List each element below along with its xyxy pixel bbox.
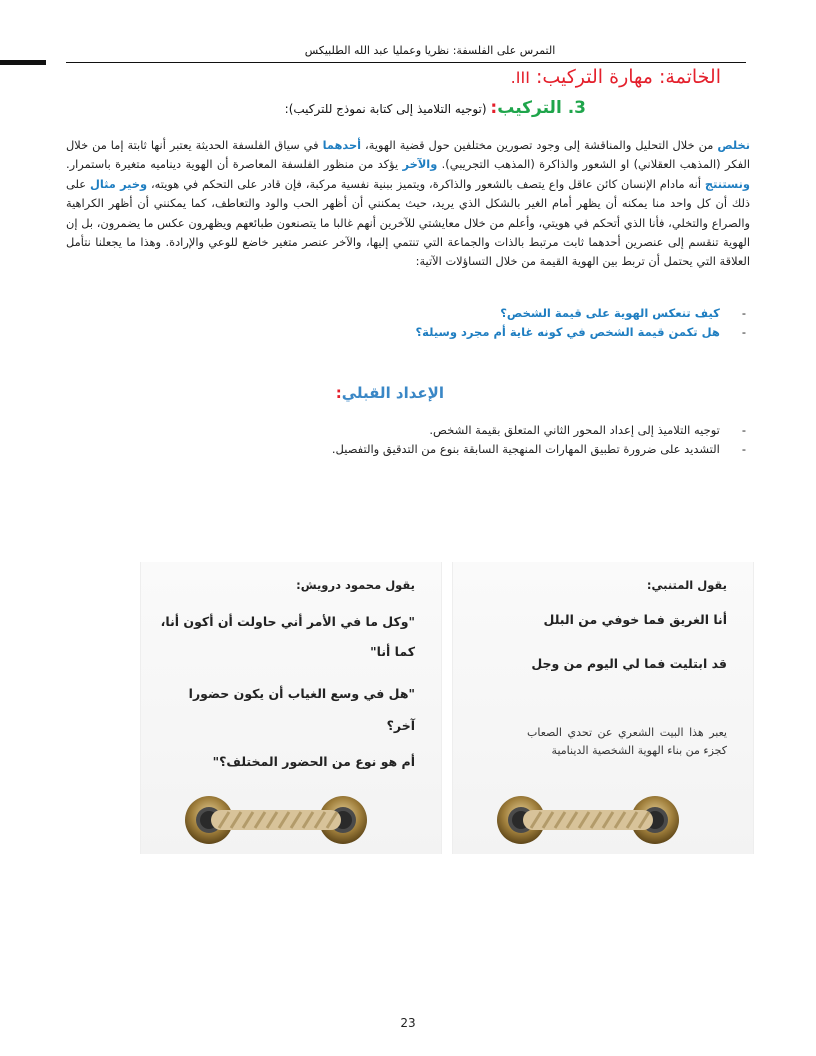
prep-list xyxy=(186,421,746,459)
questions-list xyxy=(186,304,746,342)
paragraph-text: أنه مادام الإنسان كائن عاقل واع يتصف بالشعور والذاكرة، ويتميز ببنية نفسية مركبة، فإن قادر على التحكم في هويته، xyxy=(147,176,705,191)
quote-author: يقول المتنبي: xyxy=(646,578,727,592)
list-item: -هل تكمن قيمة الشخص في كونه غاية أم مجرد وسيلة؟ xyxy=(415,325,746,339)
subsection-number: 3. xyxy=(567,98,586,118)
prep-item-text: التشديد على ضرورة تطبيق المهارات المنهجية السابقة بنوع من التدقيق والتفصيل. xyxy=(331,442,720,456)
quote-line: أم هو نوع من الحضور المختلف؟" xyxy=(212,754,415,769)
prep-title xyxy=(244,384,444,402)
subsection-title xyxy=(186,98,586,118)
paragraph-text: على ذلك أن كل واحد منا يمكنه أن يظهر أمام الغير بالشكل الذي يريد، حيث يمكنني أن أظهر الحب والود والتعاطف، كما يمكنني أن أظهر الكراهية والصراع والتخلي، فأنا الذي أتحكم في هويتي، وأعلم من خلال معايشتي للآخرين أنهم غالبا ما يتصنعون طبائعهم ويظهرون عكس ما يضمرون، بل إن الهوية تنقسم إلى عنصرين أحدهما ثابت مرتبط بالذات والجماعة التي تنتمي إليها، والآخر عنصر متغير خاضع للوعي والإرادة. وهذا ما يجعلنا نتأمل العلاقة التي يحتمل أن تربط بين الهوية القيمة من خلال التساؤلات الآتية: xyxy=(66,176,750,269)
verse-line: قد ابتليت فما لي اليوم من وجل xyxy=(531,656,727,671)
quote-line: آخر؟ xyxy=(386,718,415,733)
list-item: -كيف تنعكس الهوية على قيمة الشخص؟ xyxy=(500,306,746,320)
rope-decoration-icon xyxy=(493,792,683,848)
prep-colon: : xyxy=(335,384,342,402)
header-divider xyxy=(66,62,746,63)
page-number: 23 xyxy=(400,1016,416,1030)
paragraph-text: في سياق الفلسفة الحديثة يعتبر أنها ثابتة إما من خلال الفكر (المذهب العقلاني) او الشعور والذاكرة (المذهب التجريبي). xyxy=(66,138,750,172)
header-divider-accent xyxy=(0,60,46,65)
synthesis-paragraph xyxy=(66,136,750,272)
quote-card-darwish xyxy=(140,562,442,854)
section-number: III. xyxy=(510,68,530,87)
keyword-conclude: نخلص xyxy=(717,138,750,152)
keyword-example: وخير مثال xyxy=(89,176,148,191)
section-title xyxy=(221,66,721,88)
quote-card-mutanabbi xyxy=(452,562,754,854)
quote-line: "وكل ما في الأمر أني حاولت أن أكون أنا، xyxy=(160,614,415,629)
verse-line: أنا الغريق فما خوفي من البلل xyxy=(543,612,727,627)
quote-author: يقول محمود درويش: xyxy=(296,578,415,592)
quote-line: كما أنا" xyxy=(370,644,415,659)
subsection-instruction: (توجيه التلاميذ إلى كتابة نموذج للتركيب): xyxy=(284,102,487,116)
list-item: -توجيه التلاميذ إلى إعداد المحور الثاني المتعلق بقيمة الشخص. xyxy=(429,423,746,437)
keyword-other: والآخر xyxy=(402,157,438,172)
question-text: هل تكمن قيمة الشخص في كونه غاية أم مجرد وسيلة؟ xyxy=(415,325,720,339)
keyword-deduce: ونستنتج xyxy=(704,176,750,191)
list-item: -التشديد على ضرورة تطبيق المهارات المنهجية السابقة بنوع من التدقيق والتفصيل. xyxy=(331,442,746,456)
keyword-first: أحدهما xyxy=(322,138,362,152)
running-header: التمرس على الفلسفة: نظريا وعمليا عبد الله الطلبيكس xyxy=(304,44,556,57)
paragraph-text: من خلال التحليل والمناقشة إلى وجود تصورين مختلفين حول قضية الهوية، xyxy=(361,138,718,152)
paragraph-text: يؤكد من منظور الفلسفة المعاصرة أن الهوية ديناميه متغيرة باستمرار. xyxy=(66,157,403,172)
verse-commentary: يعبر هذا البيت الشعري عن تحدي الصعاب كجزء من بناء الهوية الشخصية الدينامية xyxy=(527,726,727,757)
rope-decoration-icon xyxy=(181,792,371,848)
subsection-label: التركيب xyxy=(497,98,562,118)
subsection-colon: : xyxy=(490,98,498,118)
prep-item-text: توجيه التلاميذ إلى إعداد المحور الثاني المتعلق بقيمة الشخص. xyxy=(429,423,720,437)
quote-line: "هل في وسع الغياب أن يكون حضورا xyxy=(188,686,415,701)
section-title-text: الخاتمة: مهارة التركيب: xyxy=(535,66,721,88)
question-text: كيف تنعكس الهوية على قيمة الشخص؟ xyxy=(500,306,720,320)
prep-title-text: الإعداد القبلي xyxy=(341,384,444,402)
